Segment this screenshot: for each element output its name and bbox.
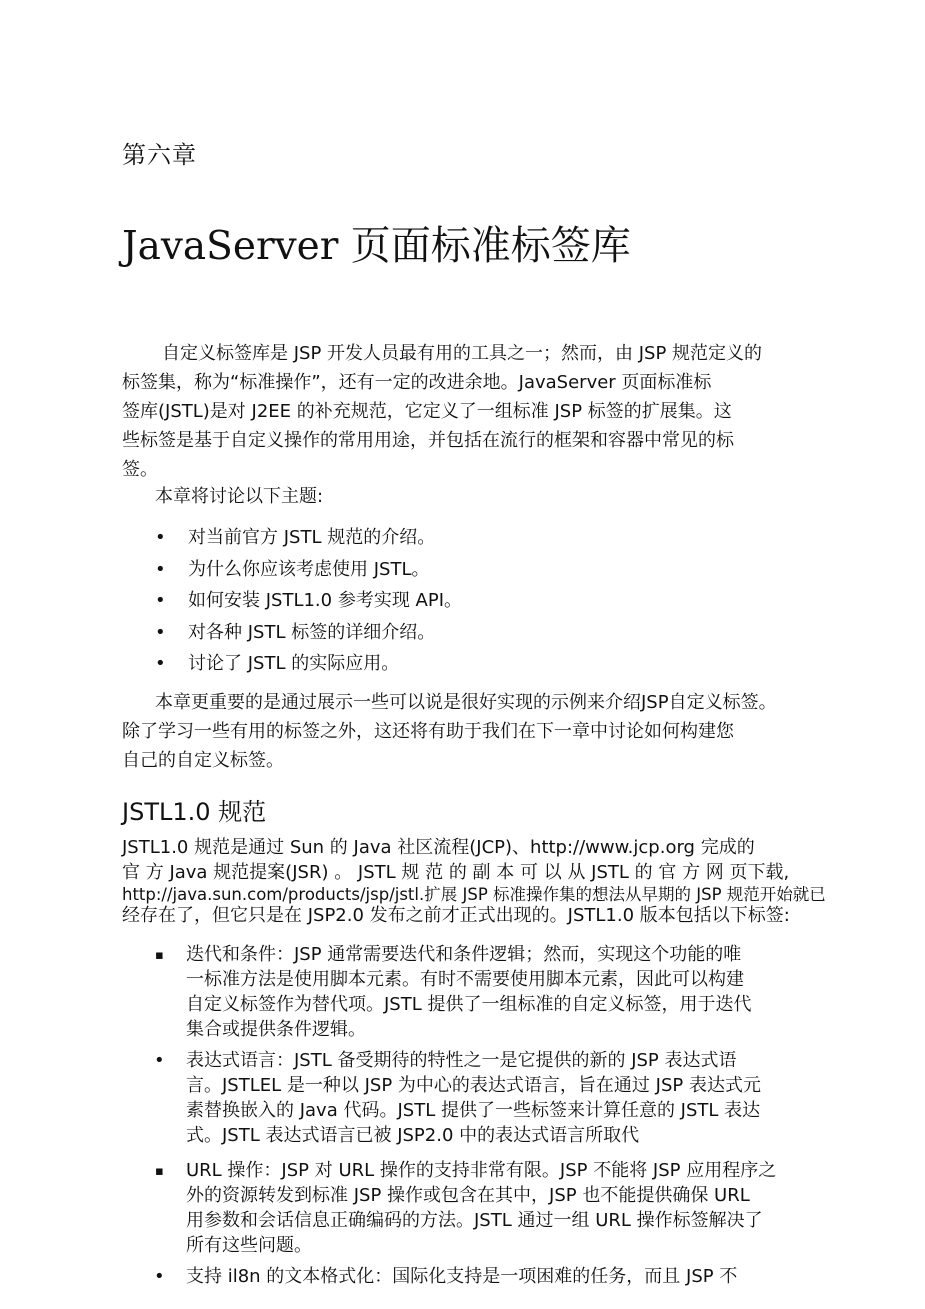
chapter-title [122,220,631,273]
feature-item: • 表达式语言：JSTL 备受期待的特性之一是它提供的新的 JSP 表达式语 言。JSTLEL 是一种以 JSP 为中心的表达式语言，旨在通过 JSP 表达式元 素替换嵌入的 Java 代码。JSTL 提供了一些标签来计算任意的 JSTL 表达 式。JSTL 表达式语言已被 JSP2.0 中的表达式语言所取代 [154,1050,761,1146]
list-item: • 如何安装 JSTL1.0 参考实现 API。 [122,585,462,617]
list-item: • 对当前官方 JSTL 规范的介绍。 [122,522,462,554]
spec-line: 官 方 Java 规范提案(JSR) 。 JSTL 规 范 的 副 本 可 以 从 JSTL 的 官 方 网 页下载, [122,862,790,883]
square-bullet-icon: ▪ [155,948,164,963]
intro-line: 签。 [122,459,158,480]
topics-intro: 本章将讨论以下主题: [155,486,324,507]
bullet-icon: • [155,527,166,548]
bullet-icon: • [155,590,166,611]
bullet-icon: • [154,1050,165,1071]
feature-item: ▪ 迭代和条件：JSP 通常需要迭代和条件逻辑；然而，实现这个功能的唯 一标准方法是使用脚本元素。有时不需要使用脚本元素，因此可以构建 自定义标签作为替代项。JSTL 提供了一组标准的自定义标签，用于迭代 集合或提供条件逻辑。 [155,944,752,1040]
square-bullet-icon: ▪ [155,1164,164,1179]
chapter-title-zh: 页面标准标签库 [350,223,631,269]
intro-line: 标签集，称为“标准操作”，还有一定的改进余地。JavaServer 页面标准标 [122,372,712,393]
bullet-icon: • [154,1266,165,1287]
closing-line: 本章更重要的是通过展示一些可以说是很好实现的示例来介绍JSP自定义标签。 [155,692,777,713]
closing-paragraph [122,688,822,775]
list-item: • 讨论了 JSTL 的实际应用。 [122,648,462,680]
bullet-icon: • [155,621,166,643]
feature-item: ▪ URL 操作：JSP 对 URL 操作的支持非常有限。JSP 不能将 JSP 应用程序之 外的资源转发到标准 JSP 操作或包含在其中，JSP 也不能提供确保 URL 用参数和会话信息正确编码的方法。JSTL 通过一组 URL 操作标签解决了 所有这些问题。 [155,1160,777,1256]
closing-line: 除了学习一些有用的标签之外，这还将有助于我们在下一章中讨论如何构建您 [122,721,734,742]
spec-line: http://java.sun.com/products/jsp/jstl.扩展 JSP 标准操作集的想法从早期的 JSP 规范开始就已 [122,885,826,904]
list-item: • 对各种 JSTL 标签的详细介绍。 [122,617,462,649]
bullet-icon: • [155,558,166,580]
closing-line: 自己的自定义标签。 [122,750,284,771]
spec-line: 经存在了，但它只是在 JSP2.0 发布之前才正式出现的。JSTL1.0 版本包括以下标签: [122,905,790,926]
intro-line: 些标签是基于自定义操作的常用用途，并包括在流行的框架和容器中常见的标 [122,430,734,451]
section-heading: JSTL1.0 规范 [122,798,267,826]
chapter-label: 第六章 [122,141,197,169]
chapter-title-latin: JavaServer [122,224,339,269]
intro-paragraph [122,339,822,484]
topics-list [122,522,462,680]
spec-line: JSTL1.0 规范是通过 Sun 的 Java 社区流程(JCP)、http://www.jcp.org 完成的 [122,837,755,858]
spec-paragraph [122,835,826,927]
list-item: • 为什么你应该考虑使用 JSTL。 [122,554,462,586]
intro-line: 自定义标签库是 JSP 开发人员最有用的工具之一；然而，由 JSP 规范定义的 [162,343,763,364]
feature-item: • 支持 il8n 的文本格式化：国际化支持是一项困难的任务，而且 JSP 不 [154,1266,738,1287]
intro-line: 签库(JSTL)是对 J2EE 的补充规范，它定义了一组标准 JSP 标签的扩展集。这 [122,401,732,422]
bullet-icon: • [155,653,166,674]
